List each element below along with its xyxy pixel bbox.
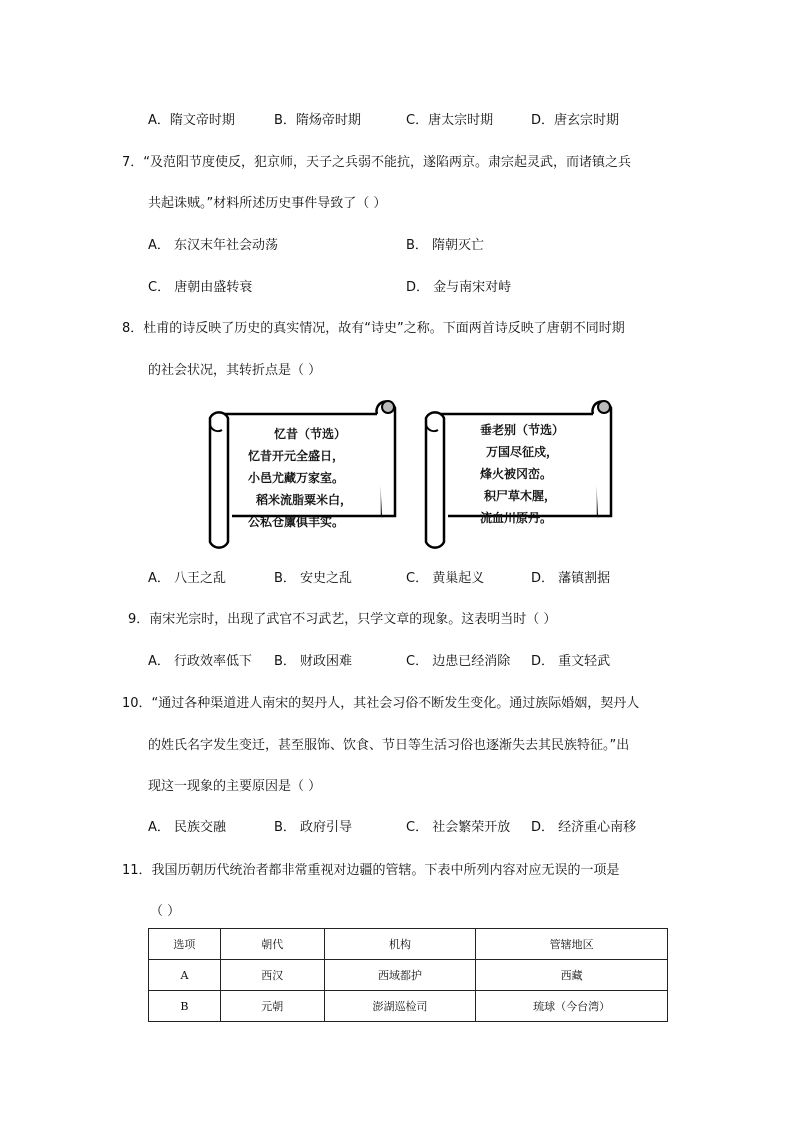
table-cell: 西藏 — [476, 960, 668, 991]
q10-stem-line3: 现这一现象的主要原因是（ ） — [148, 779, 322, 794]
table-cell: 西汉 — [220, 960, 324, 991]
table-cell: 西域都护 — [324, 960, 476, 991]
poem-left-title: 忆昔（节选） — [274, 427, 347, 441]
poem-right-title: 垂老别（节选） — [480, 423, 565, 437]
q6-option-a: A．隋文帝时期 — [148, 113, 235, 128]
table-cell: 琉球（今台湾） — [476, 991, 668, 1022]
q8-stem-line2: 的社会状况，其转折点是（ ） — [148, 363, 322, 378]
q7-option-d: D． 金与南宋对峙 — [406, 280, 512, 295]
q9-option-c: C． 边患已经消除 — [406, 654, 511, 669]
q6-option-b: B．隋炀帝时期 — [274, 113, 361, 128]
q10-option-c: C． 社会繁荣开放 — [406, 820, 511, 835]
poem-left-line2: 小邑尤藏万家室。 — [248, 471, 345, 485]
table-cell: 元朝 — [220, 991, 324, 1022]
q10-option-b: B． 政府引导 — [274, 820, 353, 835]
q9-option-d: D． 重文轻武 — [531, 654, 611, 669]
q10-option-d: D． 经济重心南移 — [531, 820, 637, 835]
table-row — [149, 991, 668, 1022]
q8-option-a: A． 八王之乱 — [148, 571, 227, 586]
q11-stem-line1: 11．我国历朝历代统治者都非常重视对边疆的管辖。下表中所列内容对应无误的一项是 — [122, 863, 620, 878]
table-cell: A — [149, 960, 221, 991]
border-governance-table — [148, 928, 668, 1022]
table-header-row — [149, 929, 668, 960]
q6-option-c: C．唐太宗时期 — [406, 113, 494, 128]
q7-stem-line2: 共起诛贼。”材料所述历史事件导致了（ ） — [148, 196, 387, 211]
q9-option-a: A． 行政效率低下 — [148, 654, 253, 669]
table-header-cell: 朝代 — [220, 929, 324, 960]
poem-left-line3: 稻米流脂粟米白， — [256, 493, 353, 507]
q7-option-a: A． 东汉末年社会动荡 — [148, 238, 279, 253]
q8-option-b: B． 安史之乱 — [274, 571, 353, 586]
q7-option-b: B． 隋朝灭亡 — [406, 238, 485, 253]
q9-option-b: B． 财政困难 — [274, 654, 353, 669]
q8-option-c: C． 黄巢起义 — [406, 571, 485, 586]
q10-stem-line2: 的姓氏名字发生变迁，甚至服饰、饮食、节日等生活习俗也逐渐失去其民族特征。”出 — [148, 738, 630, 753]
table-header-cell: 机构 — [324, 929, 476, 960]
q9-stem-line1: 9．南宋光宗时，出现了武官不习武艺，只学文章的现象。这表明当时（ ） — [128, 612, 557, 627]
table-cell: 澎湖巡检司 — [324, 991, 476, 1022]
table-header-cell: 管辖地区 — [476, 929, 668, 960]
q6-option-d: D．唐玄宗时期 — [531, 113, 620, 128]
table-cell: B — [149, 991, 221, 1022]
poem-right-line3: 积尸草木腥， — [484, 489, 557, 503]
q7-option-c: C． 唐朝由盛转衰 — [148, 280, 253, 295]
q11-stem-line2: （ ） — [150, 904, 181, 919]
q10-stem-line1: 10．“通过各种渠道进人南宋的契丹人，其社会习俗不断发生变化。通过族际婚姻，契丹人 — [122, 696, 640, 711]
poem-right-line2: 烽火被冈峦。 — [480, 467, 553, 481]
q7-stem-line1: 7．“及范阳节度使反，犯京师，天子之兵弱不能抗，遂陷两京。肃宗起灵武，而诸镇之兵 — [122, 155, 632, 170]
poem-right-line4: 流血川原丹。 — [480, 511, 553, 525]
q8-stem-line1: 8．杜甫的诗反映了历史的真实情况，故有“诗史”之称。下面两首诗反映了唐朝不同时期 — [122, 321, 625, 336]
q8-option-d: D． 藩镇割据 — [531, 571, 611, 586]
poem-left-line1: 忆昔开元全盛日， — [248, 449, 345, 463]
poem-left-line4: 公私仓廪俱丰实。 — [248, 515, 345, 529]
table-header-cell: 选项 — [149, 929, 221, 960]
table-row — [149, 960, 668, 991]
q10-option-a: A． 民族交融 — [148, 820, 227, 835]
poem-right-line1: 万国尽征戍， — [486, 445, 559, 459]
